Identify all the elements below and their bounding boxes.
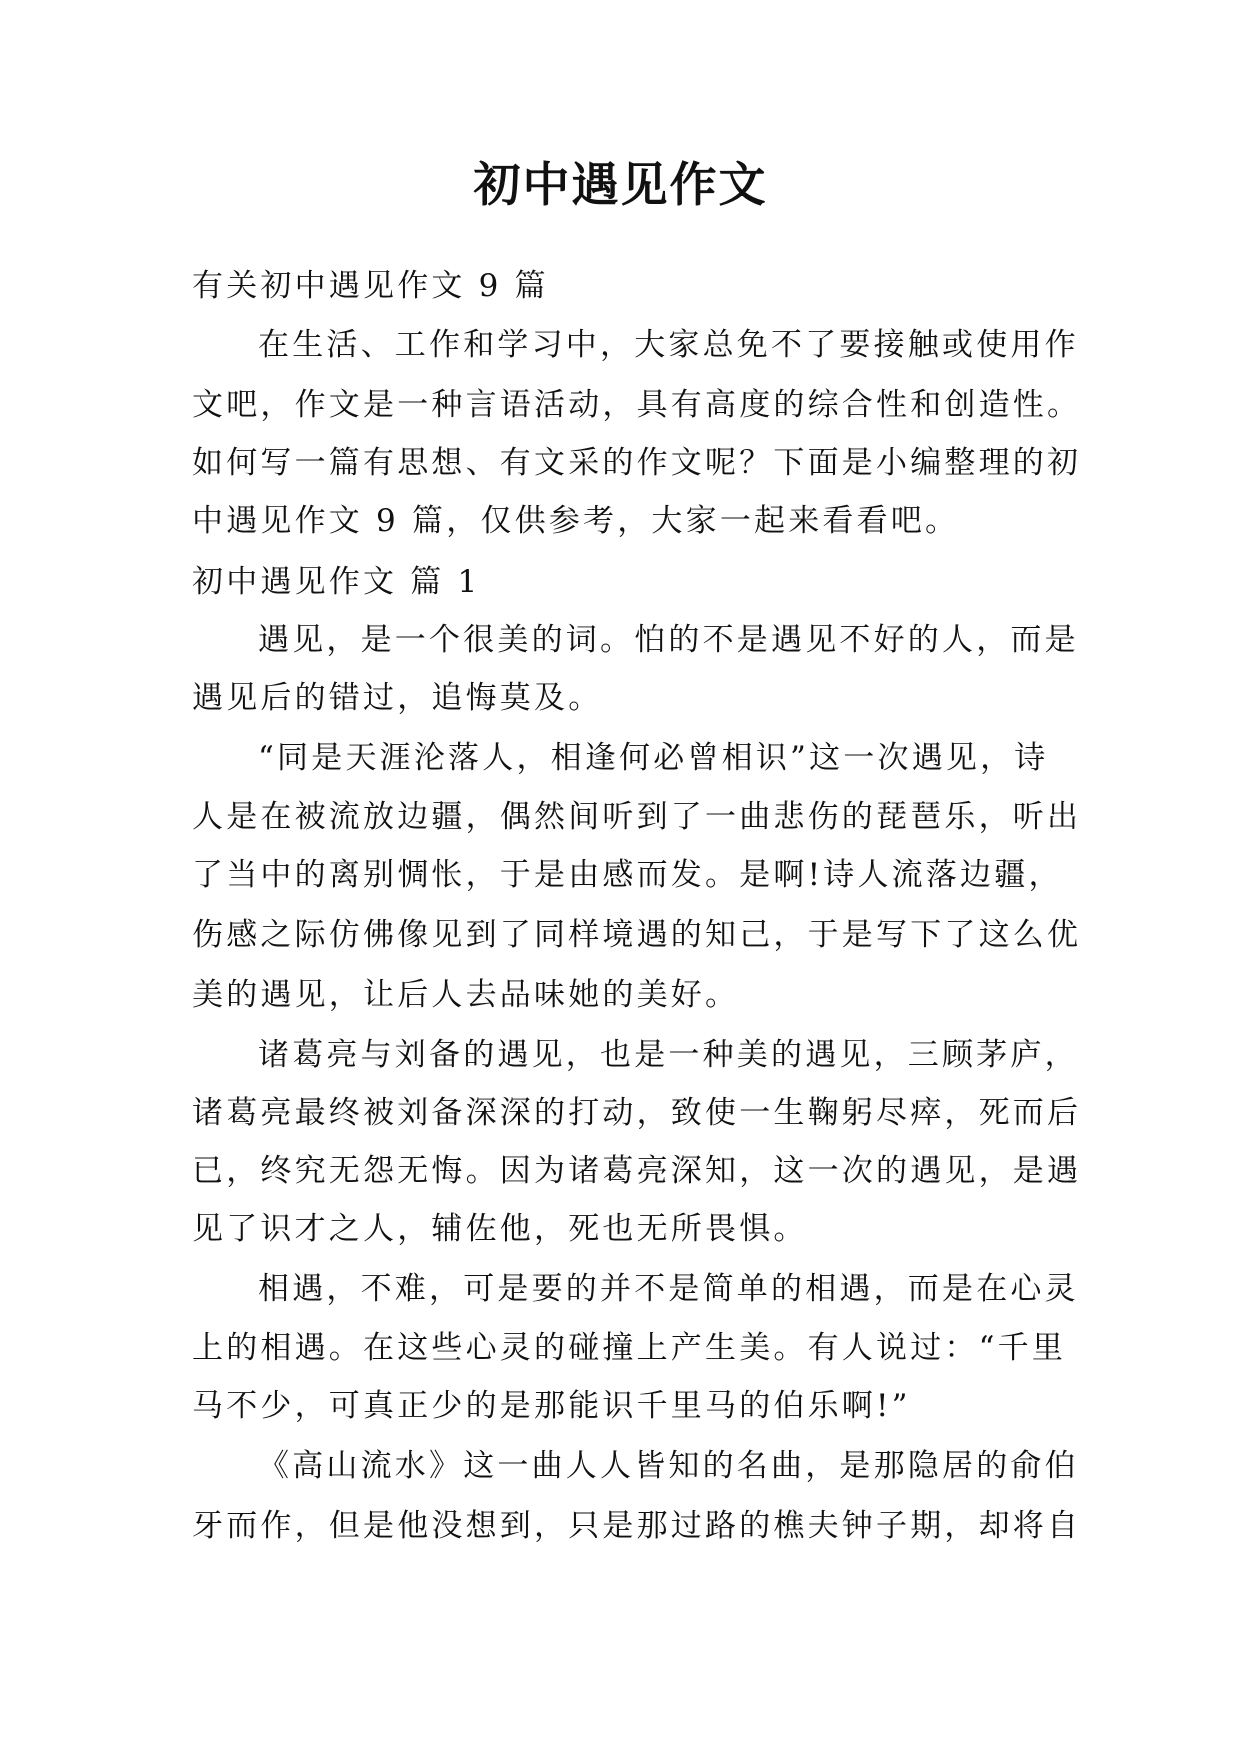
paragraph-line: 牙而作，但是他没想到，只是那过路的樵夫钟子期，却将自 — [192, 1508, 1082, 1544]
paragraph-line: 如何写一篇有思想、有文采的作文呢？下面是小编整理的初 — [192, 445, 1082, 481]
paragraph-line: 文吧，作文是一种言语活动，具有高度的综合性和创造性。 — [192, 387, 1082, 423]
paragraph-line: 遇见后的错过，追悔莫及。 — [192, 680, 603, 716]
subtitle: 有关初中遇见作文 9 篇 — [192, 268, 549, 304]
paragraph-line: 在生活、工作和学习中，大家总免不了要接触或使用作 — [258, 327, 1079, 363]
section-heading: 初中遇见作文 篇 1 — [192, 564, 481, 600]
paragraph-line: 马不少，可真正少的是那能识千里马的伯乐啊!” — [192, 1388, 911, 1424]
paragraph-line: 《高山流水》这一曲人人皆知的名曲，是那隐居的俞伯 — [258, 1448, 1079, 1484]
paragraph-line: 遇见，是一个很美的词。怕的不是遇见不好的人，而是 — [258, 622, 1079, 658]
paragraph-line: 美的遇见，让后人去品味她的美好。 — [192, 977, 740, 1013]
paragraph-line: 见了识才之人，辅佐他，死也无所畏惧。 — [192, 1211, 808, 1247]
paragraph-line: 上的相遇。在这些心灵的碰撞上产生美。有人说过：“千里 — [192, 1330, 1067, 1366]
document-title: 初中遇见作文 — [473, 158, 768, 213]
paragraph-line: 已，终究无怨无悔。因为诸葛亮深知，这一次的遇见，是遇 — [192, 1153, 1082, 1189]
paragraph-line: 伤感之际仿佛像见到了同样境遇的知己，于是写下了这么优 — [192, 917, 1082, 953]
paragraph-line: “同是天涯沦落人，相逢何必曾相识”这一次遇见，诗 — [258, 740, 1049, 776]
paragraph-line: 中遇见作文 9 篇，仅供参考，大家一起来看看吧。 — [192, 503, 960, 539]
paragraph-line: 诸葛亮与刘备的遇见，也是一种美的遇见，三顾茅庐， — [258, 1037, 1079, 1073]
paragraph-line: 了当中的离别惆怅，于是由感而发。是啊!诗人流落边疆， — [192, 857, 1063, 893]
paragraph-line: 相遇，不难，可是要的并不是简单的相遇，而是在心灵 — [258, 1271, 1079, 1307]
paragraph-line: 人是在被流放边疆，偶然间听到了一曲悲伤的琵琶乐，听出 — [192, 799, 1082, 835]
paragraph-line: 诸葛亮最终被刘备深深的打动，致使一生鞠躬尽瘁，死而后 — [192, 1095, 1082, 1131]
